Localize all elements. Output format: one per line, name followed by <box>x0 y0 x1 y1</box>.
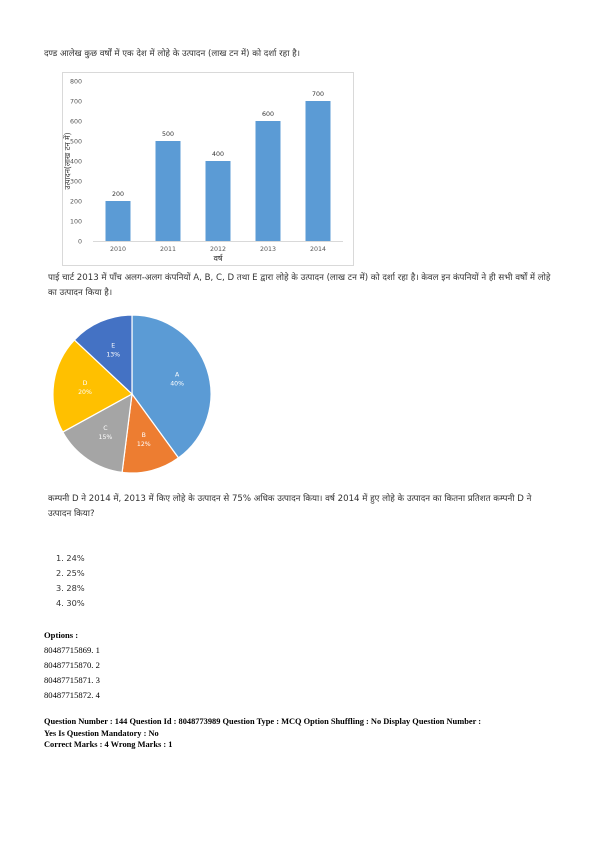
x-tick-label: 2010 <box>109 246 127 253</box>
x-tick-label: 2013 <box>259 246 277 253</box>
pie-slice-value: 13% <box>106 351 121 359</box>
y-tick-label: 300 <box>69 178 82 186</box>
bar <box>206 161 231 241</box>
pie-slice-value: 12% <box>136 440 151 448</box>
x-tick-label: 2011 <box>159 246 177 253</box>
bar-chart-svg <box>63 73 353 265</box>
choice-1[interactable]: 1. 24% <box>56 553 85 563</box>
y-tick-label: 500 <box>69 138 82 146</box>
x-tick-label: 2012 <box>209 246 227 253</box>
meta-line-2: Yes Is Question Mandatory : No <box>44 728 159 738</box>
bar-chart <box>62 72 354 266</box>
y-tick-label: 600 <box>69 118 82 126</box>
choice-2[interactable]: 2. 25% <box>56 568 85 578</box>
option-id-3: 80487715871. 3 <box>44 675 100 685</box>
choice-4[interactable]: 4. 30% <box>56 598 85 608</box>
options-list <box>44 628 100 703</box>
bar <box>106 201 131 241</box>
y-tick-label: 200 <box>69 198 82 206</box>
pie-slice-value: 20% <box>78 389 92 397</box>
bar-data-label: 500 <box>161 131 175 138</box>
y-axis-title: उत्पादन(लाख टन में) <box>63 132 72 190</box>
pie-slice-label: B <box>141 431 146 439</box>
pie-slice-label: D <box>82 380 88 388</box>
bar-data-label: 400 <box>211 151 225 158</box>
meta-line-1: Question Number : 144 Question Id : 8048773989 Question Type : MCQ Option Shuffling : No Display Question Number : <box>44 717 482 726</box>
option-id-1: 80487715869. 1 <box>44 645 100 655</box>
y-tick-label: 700 <box>69 98 82 106</box>
x-axis-title: वर्ष <box>213 254 223 263</box>
pie-chart-svg <box>46 310 218 478</box>
y-tick-label: 100 <box>69 218 82 226</box>
answer-choices <box>56 551 85 611</box>
bar <box>256 121 281 241</box>
y-tick-label: 0 <box>77 238 82 246</box>
pie-slice-value: 15% <box>98 434 113 442</box>
question-meta <box>44 716 564 751</box>
bar-data-label: 200 <box>111 191 125 198</box>
y-tick-label: 400 <box>69 158 82 166</box>
option-id-2: 80487715870. 2 <box>44 660 100 670</box>
pie-chart-intro: पाई चार्ट 2013 में पाँच अलग-अलग कंपनियों A, B, C, D तथा E द्वारा लोहे के उत्पादन (लाख टन में) को दर्शा रहा है। केवल इन कंपनियों ने ही सभी वर्षों में लोहे का उत्पादन किया है। <box>48 273 551 298</box>
pie-slice-value: 40% <box>170 380 184 388</box>
pie-slice-label: E <box>111 342 116 350</box>
option-id-4: 80487715872. 4 <box>44 690 100 700</box>
bar <box>156 141 181 241</box>
bar-data-label: 600 <box>261 111 275 118</box>
pie-slice-label: A <box>174 371 180 379</box>
pie-chart <box>46 310 218 478</box>
bar-chart-intro: दण्ड आलेख कुछ वर्षों में एक देश में लोहे के उत्पादन (लाख टन में) को दर्शा रहा है। <box>44 49 300 59</box>
options-heading: Options : <box>44 630 79 640</box>
bar-data-label: 700 <box>311 91 325 98</box>
choice-3[interactable]: 3. 28% <box>56 583 85 593</box>
pie-slice-label: C <box>103 425 108 433</box>
x-tick-label: 2014 <box>309 246 327 253</box>
y-tick-label: 800 <box>69 78 82 86</box>
bar <box>306 101 331 241</box>
meta-line-3: Correct Marks : 4 Wrong Marks : 1 <box>44 740 173 749</box>
question-text: कम्पनी D ने 2014 में, 2013 में किए लोहे के उत्पादन से 75% अधिक उत्पादन किया। वर्ष 2014 में हुए लोहे के उत्पादन का कितना प्रतिशत कम्पनी D ने उत्पादन किया? <box>48 494 532 519</box>
